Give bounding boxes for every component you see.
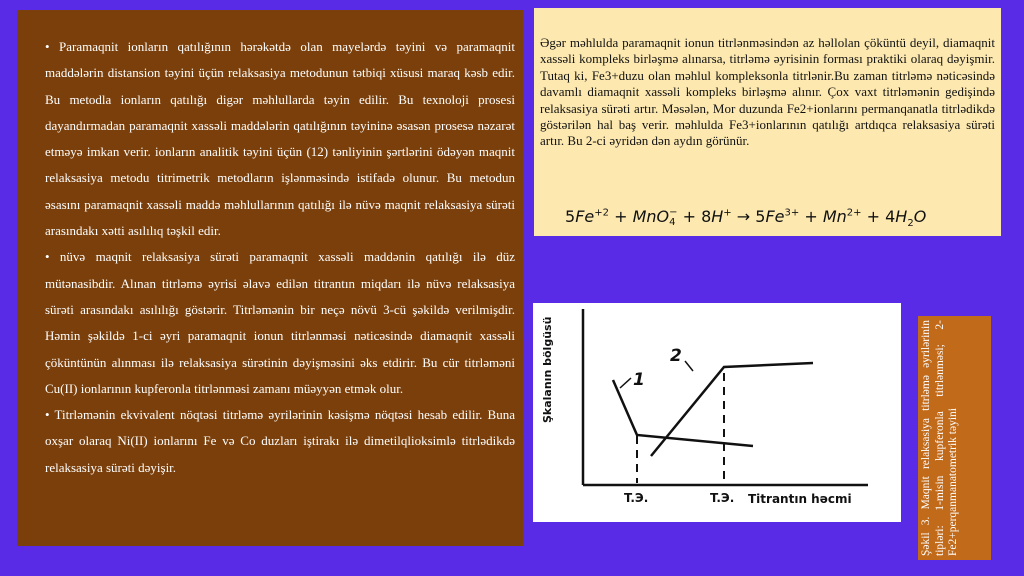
eq-o: O bbox=[913, 207, 927, 226]
eq-mn: Mn bbox=[822, 207, 847, 226]
equivalence-point-label-2: T.Э. bbox=[710, 491, 735, 505]
paragraph-3: • Titrləmənin ekvivalent nöqtəsi titrləmə əyrilərinin kəsişmə nöqtəsi hesab edilir. Buna oxşar olaraq Ni(II) ionlarını Fe və Co duzları iştirakı ilə dimetilqlioksimlə titrlədikdə relaksasiya sürəti dəyişir. bbox=[45, 407, 515, 475]
titration-figure bbox=[533, 303, 901, 522]
left-text-panel bbox=[17, 10, 523, 546]
eq-mno: MnO bbox=[632, 207, 670, 226]
paragraph-2: • nüvə maqnit relaksasiya sürəti paramaqnit xassəli maddənin qatılığı ilə düz mütənasibdir. Alınan titrləmə əyrisi əlavə edilən titrantın miqdarı ilə nüvə relaksasiya sürəti arasındakı asılılığı göstərir. Titrləmənin bir neçə növü 3-cü şəkildə verilmişdir. Həmin şəkildə 1-ci əyri paramaqnit ionun titrlənməsi nəticəsində diamaqnit xassəli çöküntünün alınması ilə relaksasiya sürətinin dəyişməsini əks etdirir. Bu cür titrləməni Cu(II) ionlarının kupferonla titrlənməsi zamanı müəyyən etmək olur. bbox=[45, 249, 515, 396]
eq-four: 4 bbox=[669, 216, 676, 228]
eq-charge: 3+ bbox=[784, 207, 800, 219]
curve-2-label: 2 bbox=[670, 346, 682, 366]
right-paragraph: Əgər məhlulda paramaqnit ionun titrlənməsindən az həllolan çöküntü deyil, diamaqnit xassəli kompleks birləşmə alınarsa, titrləmə əyrisinin forması praktiki olaraq dəyişmir. Tutaq ki, Fe3+duzu olan məhlul kompleksonla titrlənir.Bu zaman titrləmə nəticəsində davamlı diamaqnit xassəli kompleks birləşmə alınır. Çox vaxt titrləmənin gedişində relaksasiya sürəti artır. Məsələn, Mor duzunda Fe2+ionlarını permanqanatla titrlədikdə göstərilən hal baş verir. məhlulda Fe3+ionlarının qatılığı artdıqca relaksasiya sürəti artır. Bu 2-ci əyridən dən aydın görünür. bbox=[540, 35, 995, 149]
eq-charge: + bbox=[723, 207, 732, 219]
eq-coef: 5 bbox=[565, 207, 576, 226]
paragraph-1: • Paramaqnit ionların qatılığının hərəkətdə olan mayelərdə təyini və paramaqnit maddələrin distansion təyini üçün relaksasiya metodunun tətbiqi xüsusi maraq kəsb edir. Bu metodla ionların qatılığı digər məhlullarda təyin edilir. Bu texnoloji prosesi dayandırmadan paramaqnit xassəli maddələrin qatılığının təyininə əsasən prosesə nəzarət etməyə imkan verir. ionların analitik təyini üçün (12) tənliyinin şərtlərini ödəyən maqnit relaksasiya metodu titrimetrik metodların işlənməsində istifadə olunur. Bu metodun əsasını paramaqnit xassəli maddə məhlullarının qatılığı ilə nüvə maqnit relaksasiya sürəti arasındakı xətti asılılıq təşkil edir. bbox=[45, 39, 515, 239]
eq-charge: 2+ bbox=[846, 207, 862, 219]
curve-1-label: 1 bbox=[633, 370, 645, 390]
curve-1-leader bbox=[620, 378, 631, 388]
curve-2 bbox=[651, 363, 813, 456]
curve-2-leader bbox=[685, 361, 693, 371]
eq-arrow: → 5 bbox=[731, 207, 766, 226]
eq-fe: Fe bbox=[765, 207, 785, 226]
eq-h: H bbox=[895, 207, 908, 226]
right-text-panel bbox=[534, 8, 1001, 236]
equivalence-point-label-1: T.Э. bbox=[624, 491, 649, 505]
eq-index: 2 bbox=[907, 218, 914, 230]
eq-coef: + 4 bbox=[861, 207, 896, 226]
eq-fe: Fe bbox=[575, 207, 595, 226]
y-axis-label: Şkalanın bölgüsü bbox=[541, 316, 554, 423]
eq-coef: + 8 bbox=[677, 207, 712, 226]
reaction-equation bbox=[565, 207, 926, 229]
eq-charge: +2 bbox=[594, 207, 609, 219]
titration-curves-svg bbox=[533, 303, 901, 522]
eq-plus: + bbox=[799, 207, 823, 226]
eq-h: H bbox=[711, 207, 724, 226]
x-axis-label: Titrantın həcmi bbox=[748, 492, 852, 506]
eq-plus: + bbox=[608, 207, 633, 226]
figure-caption: Şəkil 3. Maqnit relaksasiya titrləmə əyrilərinin tipləri: 1-misin kupferonla titrlənməsi; 2-Fe2+perqanmanatometrik təyini bbox=[920, 320, 959, 556]
eq-minus: − bbox=[669, 206, 678, 218]
